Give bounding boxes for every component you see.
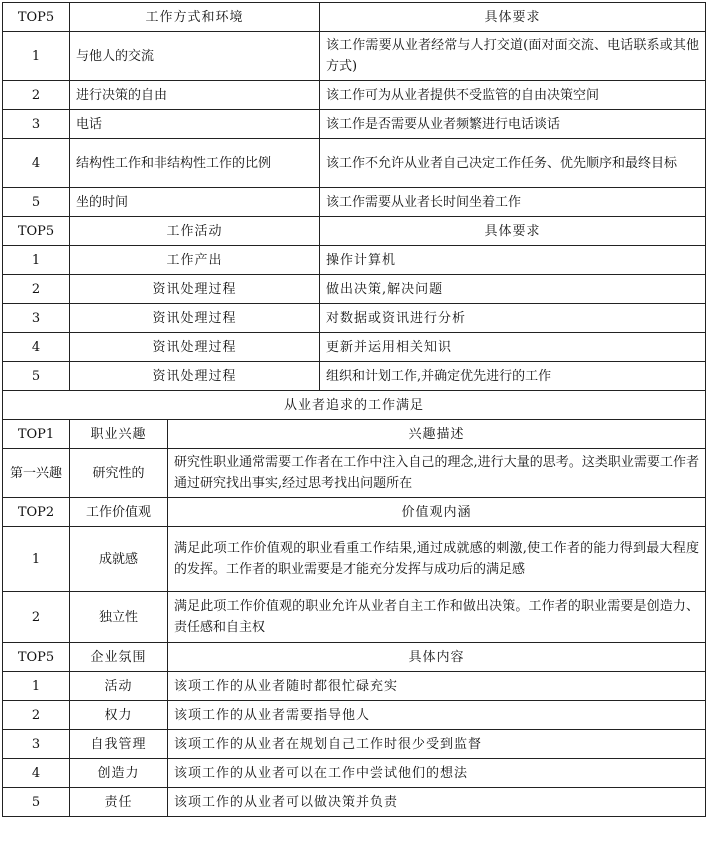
requirement-cell: 该工作需要从业者经常与人打交道(面对面交流、电话联系或其他方式) — [320, 32, 706, 81]
rank-cell: 第一兴趣 — [3, 449, 70, 498]
requirement-cell: 对数据或资讯进行分析 — [320, 304, 706, 333]
rank-cell: 4 — [3, 759, 70, 788]
item-cell: 权力 — [70, 701, 168, 730]
table-row — [3, 672, 706, 701]
description-cell: 满足此项工作价值观的职业允许从业者自主工作和做出决策。工作者的职业需要是创造力、责任感和自主权 — [168, 592, 706, 643]
item-cell: 独立性 — [70, 592, 168, 643]
section5-header-rank: TOP5 — [3, 643, 70, 672]
requirement-cell: 该工作是否需要从业者频繁进行电话谈话 — [320, 110, 706, 139]
item-cell: 与他人的交流 — [70, 32, 320, 81]
section1-header-item: 工作方式和环境 — [70, 3, 320, 32]
table-row — [3, 139, 706, 188]
rank-cell: 3 — [3, 304, 70, 333]
table-row — [3, 246, 706, 275]
table-row — [3, 527, 706, 592]
table-row — [3, 701, 706, 730]
table-row — [3, 759, 706, 788]
rank-cell: 5 — [3, 788, 70, 817]
requirement-cell: 该工作可为从业者提供不受监管的自由决策空间 — [320, 81, 706, 110]
rank-cell: 2 — [3, 592, 70, 643]
section4-header-row — [3, 498, 706, 527]
item-cell: 资讯处理过程 — [70, 304, 320, 333]
rank-cell: 4 — [3, 333, 70, 362]
item-cell: 资讯处理过程 — [70, 362, 320, 391]
rank-cell: 5 — [3, 188, 70, 217]
section4-header-description: 价值观内涵 — [168, 498, 706, 527]
content-cell: 该项工作的从业者需要指导他人 — [168, 701, 706, 730]
content-cell: 该项工作的从业者可以做决策并负责 — [168, 788, 706, 817]
item-cell: 电话 — [70, 110, 320, 139]
rank-cell: 5 — [3, 362, 70, 391]
content-cell: 该项工作的从业者随时都很忙碌充实 — [168, 672, 706, 701]
section3-header-item: 职业兴趣 — [70, 420, 168, 449]
table-row — [3, 333, 706, 362]
table-row — [3, 362, 706, 391]
rank-cell: 2 — [3, 701, 70, 730]
item-cell: 工作产出 — [70, 246, 320, 275]
requirement-cell: 操作计算机 — [320, 246, 706, 275]
section2-header-requirement: 具体要求 — [320, 217, 706, 246]
section4-header-rank: TOP2 — [3, 498, 70, 527]
section3-title: 从业者追求的工作满足 — [3, 391, 706, 420]
table-row — [3, 449, 706, 498]
description-cell: 研究性职业通常需要工作者在工作中注入自己的理念,进行大量的思考。这类职业需要工作者通过研究找出事实,经过思考找出问题所在 — [168, 449, 706, 498]
table-row — [3, 730, 706, 759]
item-cell: 自我管理 — [70, 730, 168, 759]
requirement-cell: 组织和计划工作,并确定优先进行的工作 — [320, 362, 706, 391]
section1-header-rank: TOP5 — [3, 3, 70, 32]
rank-cell: 1 — [3, 32, 70, 81]
rank-cell: 3 — [3, 730, 70, 759]
section4-header-item: 工作价值观 — [70, 498, 168, 527]
job-analysis-table — [2, 2, 706, 817]
table-row — [3, 275, 706, 304]
section3-header-row — [3, 420, 706, 449]
section3-title-row — [3, 391, 706, 420]
section1-header-row — [3, 3, 706, 32]
section2-header-row — [3, 217, 706, 246]
item-cell: 创造力 — [70, 759, 168, 788]
content-cell: 该项工作的从业者在规划自己工作时很少受到监督 — [168, 730, 706, 759]
table-row — [3, 110, 706, 139]
item-cell: 坐的时间 — [70, 188, 320, 217]
item-cell: 责任 — [70, 788, 168, 817]
rank-cell: 2 — [3, 81, 70, 110]
section5-header-row — [3, 643, 706, 672]
requirement-cell: 该工作需要从业者长时间坐着工作 — [320, 188, 706, 217]
requirement-cell: 做出决策,解决问题 — [320, 275, 706, 304]
item-cell: 活动 — [70, 672, 168, 701]
rank-cell: 2 — [3, 275, 70, 304]
item-cell: 资讯处理过程 — [70, 275, 320, 304]
rank-cell: 1 — [3, 672, 70, 701]
section2-header-rank: TOP5 — [3, 217, 70, 246]
content-cell: 该项工作的从业者可以在工作中尝试他们的想法 — [168, 759, 706, 788]
rank-cell: 3 — [3, 110, 70, 139]
rank-cell: 1 — [3, 527, 70, 592]
item-cell: 资讯处理过程 — [70, 333, 320, 362]
table-row — [3, 81, 706, 110]
description-cell: 满足此项工作价值观的职业看重工作结果,通过成就感的刺激,使工作者的能力得到最大程度的发挥。工作者的职业需要是才能充分发挥与成功后的满足感 — [168, 527, 706, 592]
table-row — [3, 592, 706, 643]
section5-header-item: 企业氛围 — [70, 643, 168, 672]
rank-cell: 1 — [3, 246, 70, 275]
table-row — [3, 788, 706, 817]
section1-header-requirement: 具体要求 — [320, 3, 706, 32]
section2-header-item: 工作活动 — [70, 217, 320, 246]
requirement-cell: 该工作不允许从业者自己决定工作任务、优先顺序和最终目标 — [320, 139, 706, 188]
section5-header-content: 具体内容 — [168, 643, 706, 672]
section3-header-description: 兴趣描述 — [168, 420, 706, 449]
rank-cell: 4 — [3, 139, 70, 188]
table-row — [3, 188, 706, 217]
item-cell: 进行决策的自由 — [70, 81, 320, 110]
item-cell: 结构性工作和非结构性工作的比例 — [70, 139, 320, 188]
section3-header-rank: TOP1 — [3, 420, 70, 449]
table-row — [3, 32, 706, 81]
table-row — [3, 304, 706, 333]
item-cell: 成就感 — [70, 527, 168, 592]
item-cell: 研究性的 — [70, 449, 168, 498]
requirement-cell: 更新并运用相关知识 — [320, 333, 706, 362]
